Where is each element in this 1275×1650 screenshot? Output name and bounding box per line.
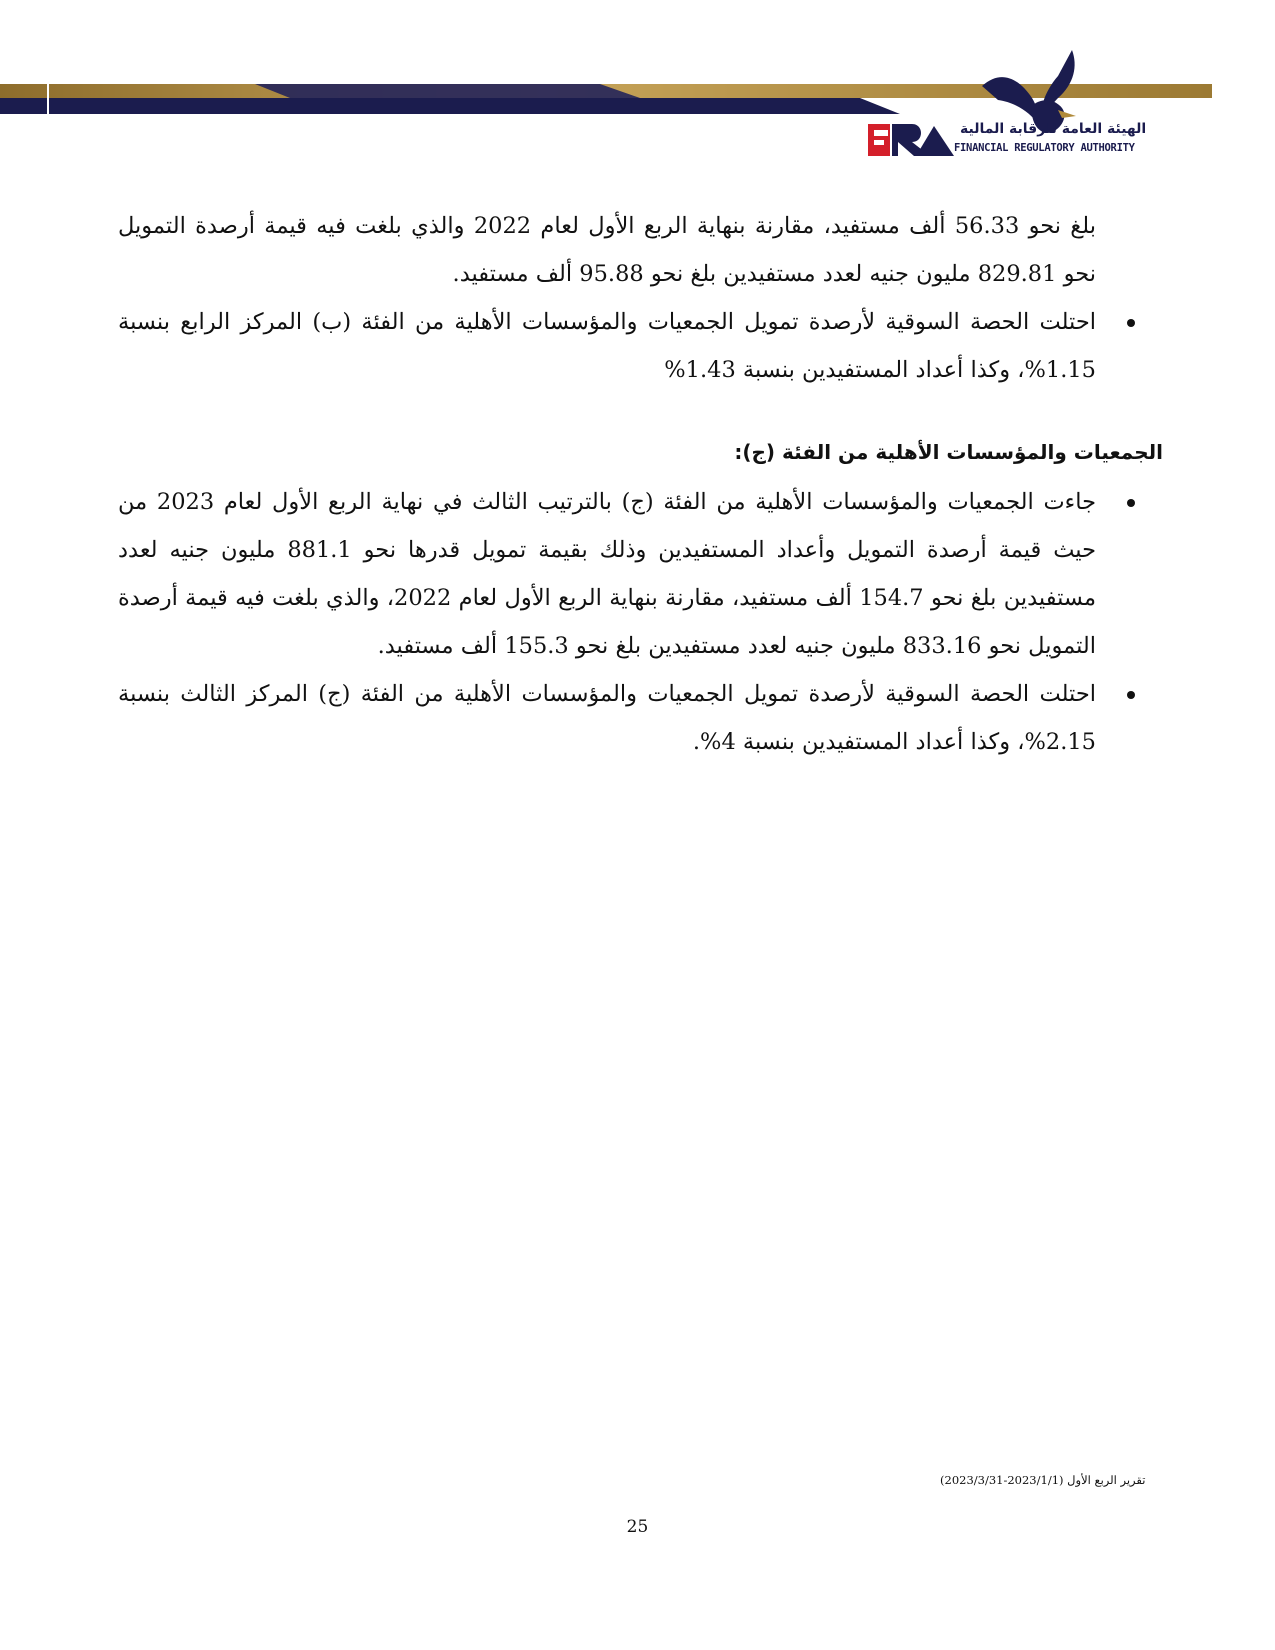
fra-badge-icon [868,122,956,160]
bullet-market-share-b: احتلت الحصة السوقية لأرصدة تمويل الجمعيات والمؤسسات الأهلية من الفئة (ب) المركز الرابع بنسبة 1.15%، وكذا أعداد المستفيدين بنسبة 1.43% [118,298,1163,394]
bullet-market-share-c: احتلت الحصة السوقية لأرصدة تمويل الجمعيات والمؤسسات الأهلية من الفئة (ج) المركز الثالث بنسبة 2.15%، وكذا أعداد المستفيدين بنسبة 4%. [118,670,1163,766]
section-heading-category-c: الجمعيات والمؤسسات الأهلية من الفئة (ج): [734,440,1163,464]
org-name-english: FINANCIAL REGULATORY AUTHORITY [954,142,1135,154]
report-body [118,202,1163,766]
bullet-list-category-c [118,478,1163,766]
org-name-arabic: الهيئة العامة للرقابة المالية [960,121,1147,137]
continuation-paragraph: بلغ نحو 56.33 ألف مستفيد، مقارنة بنهاية الربع الأول لعام 2022 والذي بلغت فيه قيمة أرصدة التمويل نحو 829.81 مليون جنيه لعدد مستفيدين بلغ نحو 95.88 ألف مستفيد. [118,213,1096,287]
bullet-list-category-b [118,298,1163,394]
page-number: 25 [626,1517,649,1537]
bullet-ranking-c: جاءت الجمعيات والمؤسسات الأهلية من الفئة (ج) بالترتيب الثالث في نهاية الربع الأول لعام 2023 من حيث قيمة أرصدة التمويل وأعداد المستفيدين وذلك بقيمة تمويل قدرها نحو 881.1 مليون جنيه لعدد مستفيدين بلغ نحو 154.7 ألف مستفيد، مقارنة بنهاية الربع الأول لعام 2022، والذي بلغت فيه قيمة أرصدة التمويل نحو 833.16 مليون جنيه لعدد مستفيدين بلغ نحو 155.3 ألف مستفيد. [118,478,1163,670]
report-period-footer: تقرير الربع الأول (2023/1/1-2023/3/31) [940,1473,1146,1487]
